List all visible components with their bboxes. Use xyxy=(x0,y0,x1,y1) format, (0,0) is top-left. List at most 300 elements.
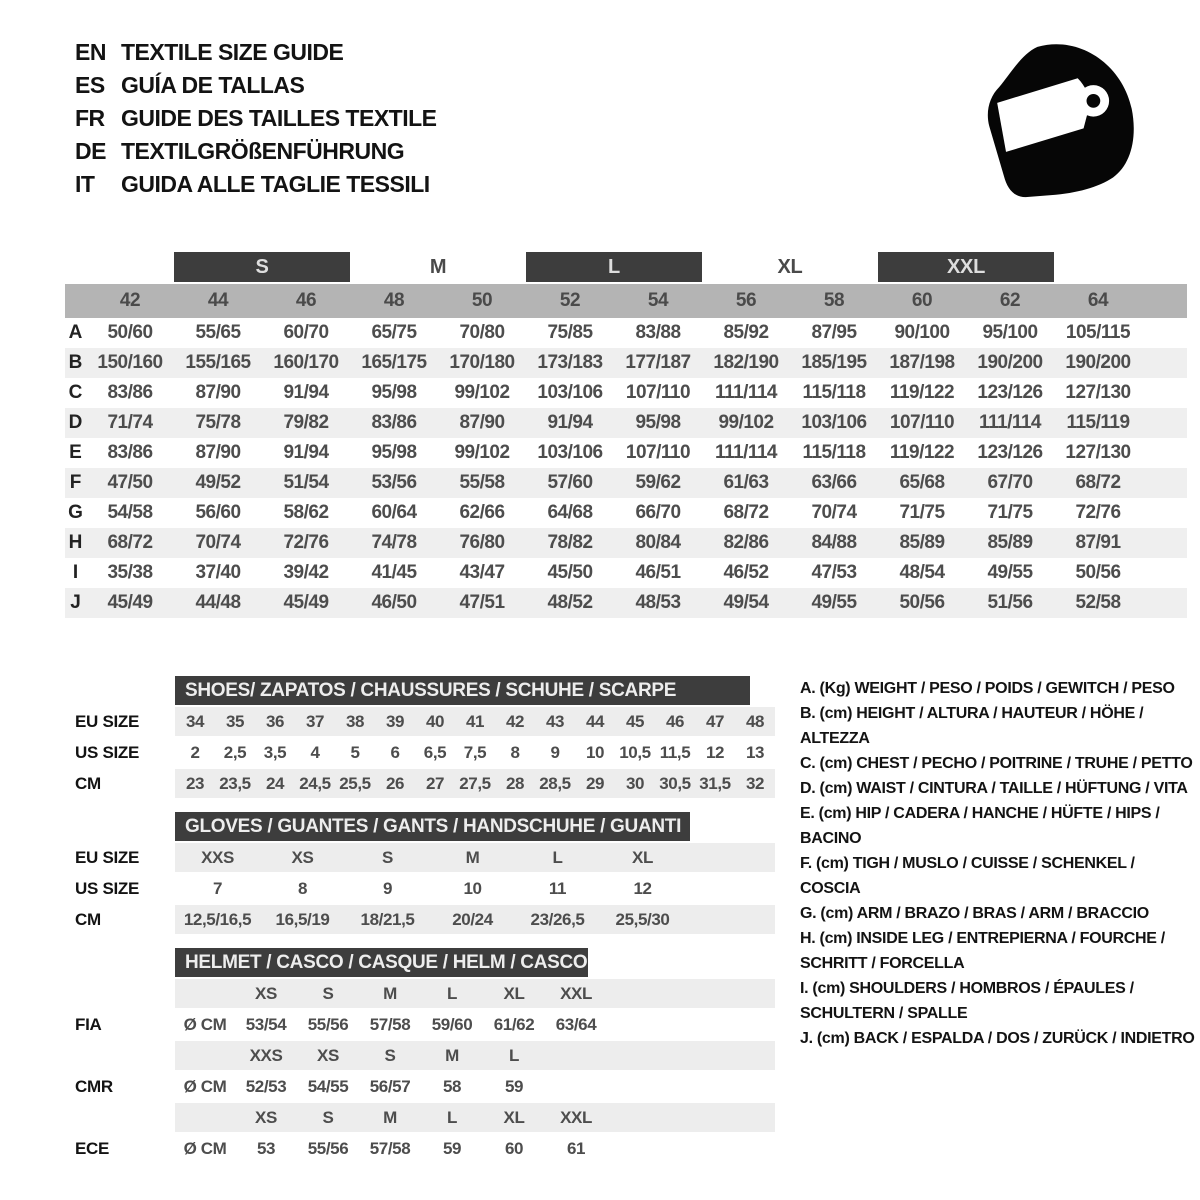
size-value-cell: 76/80 xyxy=(459,532,505,553)
shoe-size-cell: 10 xyxy=(585,742,605,762)
legend-item: B. (cm) HEIGHT / ALTURA / HAUTEUR / HÖHE / ALTEZZA xyxy=(800,705,1144,747)
row-letter: F xyxy=(69,472,82,493)
size-value-cell: 83/88 xyxy=(635,322,681,343)
glove-size-cell: 25,5/30 xyxy=(615,909,670,929)
language-title: TEXTILGRÖßENFÜHRUNG xyxy=(121,138,405,164)
helmet-size-cell: S xyxy=(322,983,334,1003)
row-label: FIA xyxy=(75,1014,102,1034)
size-value-cell: 45/49 xyxy=(107,592,153,613)
glove-size-cell: 8 xyxy=(297,878,308,898)
shoe-size-cell: 24,5 xyxy=(299,773,331,793)
size-value-cell: 72/76 xyxy=(1075,502,1121,523)
size-value-cell: 35/38 xyxy=(107,562,153,583)
glove-size-cell: 18/21,5 xyxy=(360,909,415,929)
numeric-size-label: 60 xyxy=(911,290,933,311)
helmet-size-cell: L xyxy=(509,1045,519,1065)
shoe-size-cell: 28 xyxy=(505,773,525,793)
shoe-size-cell: 30,5 xyxy=(659,773,691,793)
numeric-size-label: 42 xyxy=(119,290,141,311)
size-value-cell: 83/86 xyxy=(371,412,417,433)
row-data-strip xyxy=(175,1041,775,1070)
shoe-size-cell: 43 xyxy=(545,711,565,731)
size-value-cell: 85/89 xyxy=(899,532,945,553)
helmet-size-cell: XXL xyxy=(560,983,592,1003)
size-value-cell: 111/114 xyxy=(978,412,1042,433)
row-label: CM xyxy=(75,909,101,929)
helmet-size-cell: M xyxy=(383,1107,397,1127)
apparel-table-row xyxy=(65,438,1187,468)
size-value-cell: 47/51 xyxy=(459,592,505,613)
numeric-size-label: 44 xyxy=(207,290,229,311)
row-data-strip xyxy=(175,738,775,767)
language-row xyxy=(75,69,437,102)
gloves-rows xyxy=(75,843,780,934)
accessory-tables xyxy=(75,676,780,1165)
helmet-size-cell: L xyxy=(447,983,457,1003)
size-value-cell: 107/110 xyxy=(889,412,955,433)
size-value-cell: 49/54 xyxy=(723,592,769,613)
size-value-cell: 160/170 xyxy=(273,352,339,373)
size-value-cell: 49/55 xyxy=(987,562,1033,583)
size-value-cell: 103/106 xyxy=(801,412,867,433)
size-value-cell: 71/75 xyxy=(899,502,945,523)
size-value-cell: 46/50 xyxy=(371,592,417,613)
size-group-s: S xyxy=(174,252,350,282)
size-value-cell: 83/86 xyxy=(107,442,153,463)
size-value-cell: 173/183 xyxy=(537,352,603,373)
helmet-size-cell: S xyxy=(322,1107,334,1127)
row-data-strip xyxy=(175,905,775,934)
apparel-table-row xyxy=(65,528,1187,558)
size-value-cell: 75/78 xyxy=(195,412,241,433)
size-value-cell: 99/102 xyxy=(454,442,510,463)
size-value-cell: 95/98 xyxy=(635,412,681,433)
shoe-size-cell: 31,5 xyxy=(699,773,731,793)
size-value-cell: 47/53 xyxy=(811,562,857,583)
helmet-size-cell: XS xyxy=(317,1045,339,1065)
shoe-size-cell: 45 xyxy=(625,711,645,731)
row-data-strip xyxy=(175,1072,775,1101)
helmet-size-cell: 61/62 xyxy=(493,1014,535,1034)
size-value-cell: 185/195 xyxy=(801,352,867,373)
language-row xyxy=(75,135,437,168)
shoe-size-cell: 25,5 xyxy=(339,773,371,793)
size-value-cell: 57/60 xyxy=(547,472,593,493)
size-value-cell: 55/65 xyxy=(195,322,241,343)
size-value-cell: 127/130 xyxy=(1065,442,1131,463)
glove-size-cell: XXS xyxy=(201,847,234,867)
language-row xyxy=(75,102,437,135)
language-code: ES xyxy=(75,72,105,98)
shoe-size-cell: 42 xyxy=(505,711,525,731)
size-value-cell: 59/62 xyxy=(635,472,681,493)
row-data-strip xyxy=(175,843,775,872)
size-value-cell: 67/70 xyxy=(987,472,1033,493)
row-data-strip xyxy=(175,1010,775,1039)
shoe-size-cell: 36 xyxy=(265,711,285,731)
shoes-table-row xyxy=(75,738,780,767)
shoe-size-cell: 11,5 xyxy=(659,742,691,762)
apparel-table-row xyxy=(65,318,1187,348)
size-value-cell: 119/122 xyxy=(889,382,955,403)
shoe-size-cell: 44 xyxy=(585,711,605,731)
gloves-table xyxy=(75,812,780,934)
size-value-cell: 87/91 xyxy=(1075,532,1121,553)
legend-item: G. (cm) ARM / BRAZO / BRAS / ARM / BRACCIO xyxy=(800,905,1149,922)
size-value-cell: 45/50 xyxy=(547,562,593,583)
gloves-table-row xyxy=(75,874,780,903)
diameter-unit-label: Ø CM xyxy=(183,1138,227,1158)
size-value-cell: 71/74 xyxy=(107,412,153,433)
shoe-size-cell: 47 xyxy=(705,711,725,731)
size-value-cell: 60/70 xyxy=(283,322,329,343)
numeric-size-label: 50 xyxy=(471,290,493,311)
size-value-cell: 75/85 xyxy=(547,322,593,343)
shoe-size-cell: 32 xyxy=(745,773,765,793)
helmet-size-cell: 55/56 xyxy=(307,1014,349,1034)
size-value-cell: 170/180 xyxy=(449,352,515,373)
size-value-cell: 46/52 xyxy=(723,562,769,583)
shoe-size-cell: 37 xyxy=(305,711,325,731)
size-value-cell: 190/200 xyxy=(1065,352,1131,373)
language-list xyxy=(75,36,437,201)
size-value-cell: 111/114 xyxy=(714,442,778,463)
size-value-cell: 64/68 xyxy=(547,502,593,523)
size-value-cell: 85/89 xyxy=(987,532,1033,553)
size-value-cell: 87/90 xyxy=(459,412,505,433)
helmet-size-cell: XL xyxy=(503,983,525,1003)
helmet-size-cell: 52/53 xyxy=(245,1076,287,1096)
legend-item: H. (cm) INSIDE LEG / ENTREPIERNA / FOURCHE / SCHRITT / FORCELLA xyxy=(800,930,1165,972)
helmet-size-cell: L xyxy=(447,1107,457,1127)
size-value-cell: 66/70 xyxy=(635,502,681,523)
size-value-cell: 95/98 xyxy=(371,382,417,403)
helmet-size-cell: 59 xyxy=(504,1076,524,1096)
size-value-cell: 50/60 xyxy=(107,322,153,343)
measurement-legend xyxy=(800,676,1198,1051)
legend-item: I. (cm) SHOULDERS / HOMBROS / ÉPAULES / SCHULTERN / SPALLE xyxy=(800,980,1134,1022)
glove-size-cell: 20/24 xyxy=(452,909,493,929)
row-label: CMR xyxy=(75,1076,113,1096)
size-value-cell: 37/40 xyxy=(195,562,241,583)
shoe-size-cell: 27 xyxy=(425,773,445,793)
size-group-xxl: XXL xyxy=(878,252,1054,282)
glove-size-cell: M xyxy=(465,847,480,867)
glove-size-cell: 9 xyxy=(382,878,393,898)
size-value-cell: 61/63 xyxy=(723,472,769,493)
numeric-size-label: 62 xyxy=(999,290,1021,311)
shoe-size-cell: 35 xyxy=(225,711,245,731)
apparel-table-row xyxy=(65,378,1187,408)
legend-item: A. (Kg) WEIGHT / PESO / POIDS / GEWITCH / PESO xyxy=(800,680,1175,697)
row-label: EU SIZE xyxy=(75,847,140,867)
size-value-cell: 107/110 xyxy=(625,442,691,463)
glove-size-cell: 7 xyxy=(212,878,223,898)
row-letter: A xyxy=(68,322,83,343)
helmet-size-cell: XS xyxy=(255,1107,277,1127)
row-data-strip xyxy=(175,1103,775,1132)
numeric-size-label: 52 xyxy=(559,290,581,311)
row-letter: E xyxy=(69,442,82,463)
helmet-table-title: HELMET / CASCO / CASQUE / HELM / CASCO xyxy=(175,948,588,977)
language-row xyxy=(75,36,437,69)
helmet-size-cell: 57/58 xyxy=(369,1138,411,1158)
size-value-cell: 60/64 xyxy=(371,502,417,523)
shoe-size-cell: 3,5 xyxy=(263,742,287,762)
size-value-cell: 87/90 xyxy=(195,442,241,463)
racing-helmet-icon xyxy=(982,40,1140,202)
helmet-size-cell: 63/64 xyxy=(555,1014,597,1034)
shoe-size-cell: 27,5 xyxy=(459,773,491,793)
language-code: FR xyxy=(75,105,105,131)
row-label: US SIZE xyxy=(75,878,140,898)
apparel-table-row xyxy=(65,588,1187,618)
shoe-size-cell: 8 xyxy=(510,742,520,762)
size-value-cell: 80/84 xyxy=(635,532,681,553)
size-value-cell: 53/56 xyxy=(371,472,417,493)
gloves-table-title: GLOVES / GUANTES / GANTS / HANDSCHUHE / GUANTI xyxy=(175,812,690,841)
shoe-size-cell: 48 xyxy=(745,711,765,731)
size-value-cell: 78/82 xyxy=(547,532,593,553)
apparel-table-row xyxy=(65,558,1187,588)
size-value-cell: 68/72 xyxy=(107,532,153,553)
helmet-table-row xyxy=(75,1041,780,1070)
legend-item: D. (cm) WAIST / CINTURA / TAILLE / HÜFTUNG / VITA xyxy=(800,780,1188,797)
size-value-cell: 41/45 xyxy=(371,562,417,583)
row-label: EU SIZE xyxy=(75,711,140,731)
helmet-size-cell: 53 xyxy=(256,1138,276,1158)
row-data-strip xyxy=(175,707,775,736)
glove-size-cell: L xyxy=(552,847,563,867)
shoe-size-cell: 2 xyxy=(190,742,200,762)
helmet-table-row xyxy=(75,1010,780,1039)
size-value-cell: 91/94 xyxy=(283,382,329,403)
numeric-size-label: 46 xyxy=(295,290,317,311)
size-value-cell: 74/78 xyxy=(371,532,417,553)
size-value-cell: 103/106 xyxy=(537,382,603,403)
helmet-table-row xyxy=(75,1103,780,1132)
apparel-table-row xyxy=(65,498,1187,528)
glove-size-cell: 12,5/16,5 xyxy=(183,909,252,929)
numeric-size-header-row xyxy=(65,284,1187,318)
size-value-cell: 72/76 xyxy=(283,532,329,553)
shoe-size-cell: 12 xyxy=(705,742,725,762)
size-group-m: M xyxy=(429,255,447,278)
row-letter: I xyxy=(72,562,79,583)
size-value-cell: 44/48 xyxy=(195,592,241,613)
size-value-cell: 150/160 xyxy=(97,352,163,373)
size-value-cell: 123/126 xyxy=(977,382,1043,403)
size-value-cell: 87/95 xyxy=(811,322,857,343)
size-value-cell: 190/200 xyxy=(977,352,1043,373)
helmet-table-row xyxy=(75,1134,780,1163)
row-data-strip xyxy=(175,979,775,1008)
helmet-size-cell: 58 xyxy=(442,1076,462,1096)
gloves-table-row xyxy=(75,905,780,934)
language-row xyxy=(75,168,437,201)
language-title: TEXTILE SIZE GUIDE xyxy=(121,39,344,65)
glove-size-cell: XS xyxy=(291,847,314,867)
legend-item: F. (cm) TIGH / MUSLO / CUISSE / SCHENKEL / COSCIA xyxy=(800,855,1135,897)
size-value-cell: 52/58 xyxy=(1075,592,1121,613)
size-value-cell: 51/54 xyxy=(283,472,329,493)
size-group-l: L xyxy=(526,252,702,282)
helmet-size-cell: 54/55 xyxy=(307,1076,349,1096)
row-letter: C xyxy=(68,382,83,403)
shoe-size-cell: 10,5 xyxy=(619,742,651,762)
row-letter: G xyxy=(68,502,83,523)
size-value-cell: 99/102 xyxy=(718,412,774,433)
size-value-cell: 48/54 xyxy=(899,562,945,583)
shoe-size-cell: 23,5 xyxy=(219,773,251,793)
apparel-table-row xyxy=(65,468,1187,498)
helmet-size-cell: 61 xyxy=(566,1138,586,1158)
helmet-size-cell: M xyxy=(445,1045,459,1065)
size-group-header-row xyxy=(65,252,1187,282)
helmet-table xyxy=(75,948,780,1163)
size-value-cell: 99/102 xyxy=(454,382,510,403)
row-letter: H xyxy=(68,532,83,553)
size-value-cell: 177/187 xyxy=(625,352,691,373)
size-value-cell: 107/110 xyxy=(625,382,691,403)
helmet-size-cell: 60 xyxy=(504,1138,524,1158)
shoe-size-cell: 38 xyxy=(345,711,365,731)
diameter-unit-label: Ø CM xyxy=(183,1014,227,1034)
helmet-size-cell: 59/60 xyxy=(431,1014,473,1034)
helmet-size-cell: 53/54 xyxy=(245,1014,287,1034)
size-value-cell: 91/94 xyxy=(283,442,329,463)
racing-helmet-graphic xyxy=(982,40,1140,202)
row-data-strip xyxy=(175,769,775,798)
language-code: EN xyxy=(75,39,106,65)
row-data-strip xyxy=(175,1134,775,1163)
helmet-size-cell: 55/56 xyxy=(307,1138,349,1158)
helmet-size-cell: XL xyxy=(503,1107,525,1127)
size-value-cell: 182/190 xyxy=(713,352,779,373)
shoe-size-cell: 23 xyxy=(185,773,205,793)
size-value-cell: 95/98 xyxy=(371,442,417,463)
numeric-size-label: 58 xyxy=(823,290,845,311)
helmet-size-cell: 56/57 xyxy=(369,1076,411,1096)
size-value-cell: 68/72 xyxy=(723,502,769,523)
shoes-table xyxy=(75,676,780,798)
shoe-size-cell: 7,5 xyxy=(463,742,487,762)
size-value-cell: 56/60 xyxy=(195,502,241,523)
size-value-cell: 51/56 xyxy=(987,592,1033,613)
glove-size-cell: 10 xyxy=(463,878,482,898)
shoes-table-title: SHOES/ ZAPATOS / CHAUSSURES / SCHUHE / SCARPE xyxy=(175,676,750,705)
size-value-cell: 123/126 xyxy=(977,442,1043,463)
shoe-size-cell: 34 xyxy=(185,711,205,731)
shoe-size-cell: 6 xyxy=(390,742,400,762)
size-value-cell: 70/74 xyxy=(195,532,241,553)
helmet-size-cell: XS xyxy=(255,983,277,1003)
shoe-size-cell: 5 xyxy=(350,742,360,762)
size-group-xl: XL xyxy=(777,255,803,278)
row-data-strip xyxy=(175,874,775,903)
size-value-cell: 50/56 xyxy=(899,592,945,613)
size-value-cell: 91/94 xyxy=(547,412,593,433)
size-value-cell: 48/52 xyxy=(547,592,593,613)
size-value-cell: 82/86 xyxy=(723,532,769,553)
language-title: GUIDE DES TAILLES TEXTILE xyxy=(121,105,437,131)
shoe-size-cell: 46 xyxy=(665,711,685,731)
shoe-size-cell: 4 xyxy=(310,742,320,762)
shoe-size-cell: 6,5 xyxy=(423,742,447,762)
size-value-cell: 115/119 xyxy=(1066,412,1130,433)
size-value-cell: 50/56 xyxy=(1075,562,1121,583)
size-value-cell: 68/72 xyxy=(1075,472,1121,493)
row-label: CM xyxy=(75,773,101,793)
size-value-cell: 43/47 xyxy=(459,562,505,583)
helmet-size-cell: XXL xyxy=(560,1107,592,1127)
glove-size-cell: 11 xyxy=(548,878,567,898)
size-value-cell: 49/52 xyxy=(195,472,241,493)
size-value-cell: 103/106 xyxy=(537,442,603,463)
legend-item: J. (cm) BACK / ESPALDA / DOS / ZURÜCK / INDIETRO xyxy=(800,1030,1195,1047)
shoe-size-cell: 28,5 xyxy=(539,773,571,793)
helmet-size-cell: M xyxy=(383,983,397,1003)
size-value-cell: 49/55 xyxy=(811,592,857,613)
shoe-size-cell: 39 xyxy=(385,711,405,731)
size-value-cell: 62/66 xyxy=(459,502,505,523)
shoe-size-cell: 13 xyxy=(745,742,765,762)
size-value-cell: 54/58 xyxy=(107,502,153,523)
row-letter: B xyxy=(68,352,83,373)
size-value-cell: 119/122 xyxy=(889,442,955,463)
glove-size-cell: 23/26,5 xyxy=(530,909,585,929)
language-code: IT xyxy=(75,171,95,197)
helmet-size-cell: 59 xyxy=(442,1138,462,1158)
glove-size-cell: XL xyxy=(632,847,653,867)
shoe-size-cell: 26 xyxy=(385,773,405,793)
language-title: GUIDA ALLE TAGLIE TESSILI xyxy=(121,171,430,197)
helmet-size-cell: 57/58 xyxy=(369,1014,411,1034)
size-value-cell: 71/75 xyxy=(987,502,1033,523)
row-letter: J xyxy=(70,592,81,613)
size-value-cell: 45/49 xyxy=(283,592,329,613)
numeric-size-label: 54 xyxy=(647,290,669,311)
shoe-size-cell: 41 xyxy=(465,711,485,731)
size-value-cell: 155/165 xyxy=(185,352,251,373)
shoes-rows xyxy=(75,707,780,798)
helmet-rows xyxy=(75,979,780,1163)
glove-size-cell: 12 xyxy=(633,878,652,898)
size-value-cell: 39/42 xyxy=(283,562,329,583)
size-value-cell: 65/68 xyxy=(899,472,945,493)
section-gap xyxy=(75,936,780,948)
diameter-unit-label: Ø CM xyxy=(183,1076,227,1096)
shoes-table-row xyxy=(75,707,780,736)
glove-size-cell: S xyxy=(382,847,393,867)
gloves-table-row xyxy=(75,843,780,872)
shoe-size-cell: 29 xyxy=(585,773,605,793)
apparel-table-row xyxy=(65,348,1187,378)
shoe-size-cell: 9 xyxy=(550,742,560,762)
section-gap xyxy=(75,800,780,812)
numeric-size-label: 56 xyxy=(735,290,757,311)
language-title: GUÍA DE TALLAS xyxy=(121,72,305,98)
size-value-cell: 115/118 xyxy=(802,382,866,403)
row-letter: D xyxy=(68,412,83,433)
shoes-table-row xyxy=(75,769,780,798)
size-value-cell: 63/66 xyxy=(811,472,857,493)
size-value-cell: 70/80 xyxy=(459,322,505,343)
size-value-cell: 105/115 xyxy=(1065,322,1131,343)
legend-item: E. (cm) HIP / CADERA / HANCHE / HÜFTE / HIPS / BACINO xyxy=(800,805,1160,847)
helmet-table-row xyxy=(75,979,780,1008)
size-value-cell: 127/130 xyxy=(1065,382,1131,403)
